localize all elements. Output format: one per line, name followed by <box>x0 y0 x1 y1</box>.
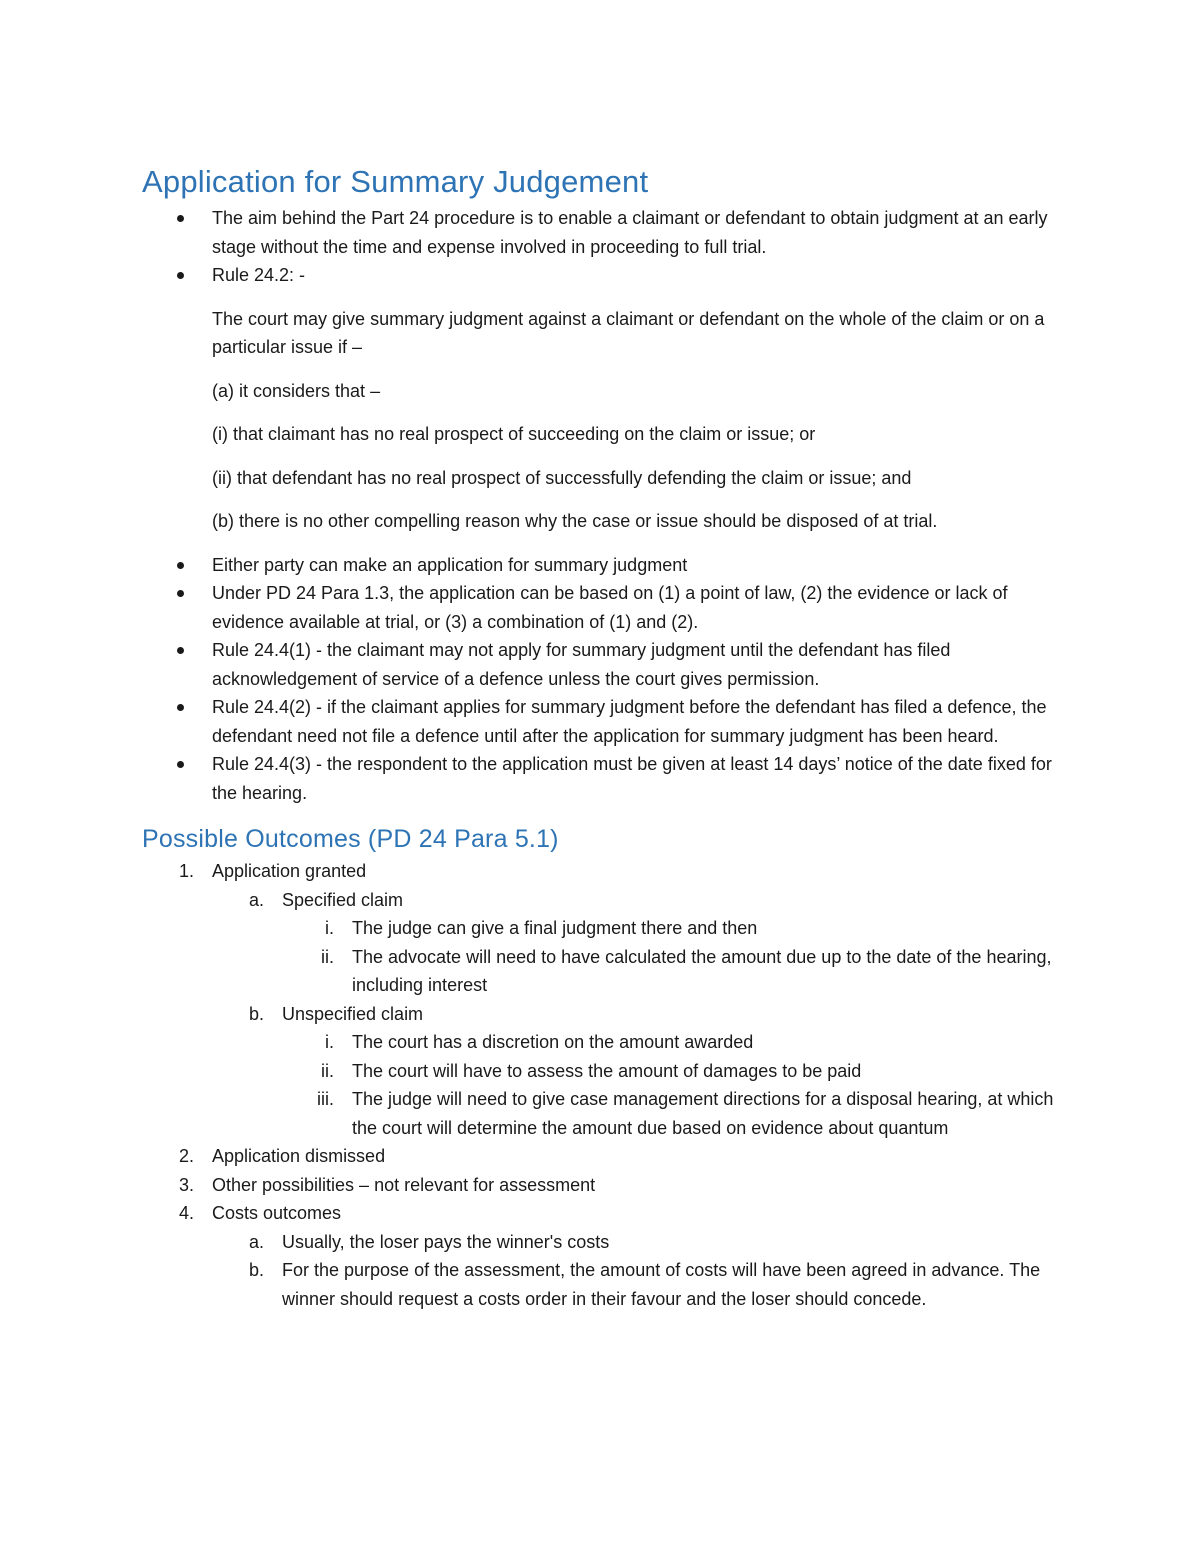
rule-paragraph: (a) it considers that – <box>212 380 381 401</box>
bullet-item <box>142 636 1062 693</box>
section-heading-outcomes: Possible Outcomes (PD 24 Para 5.1) <box>142 825 559 853</box>
document-title: Application for Summary Judgement <box>142 164 649 199</box>
bullet-text: Either party can make an application for summary judgment <box>212 554 688 575</box>
list-roman: iii. <box>317 1089 334 1109</box>
outcome-item <box>142 1199 1062 1313</box>
bullet-icon <box>177 590 184 597</box>
rule-paragraph: The court may give summary judgment against a claimant or defendant on the whole of the claim or on a particular issue if – <box>212 308 1045 357</box>
sub-sub-item-text: The advocate will need to have calculated the amount due up to the date of the hearing, including interest <box>352 946 1052 995</box>
bullet-item <box>142 551 1062 580</box>
outcomes-list <box>142 857 1062 1313</box>
outcome-text: Costs outcomes <box>212 1203 342 1223</box>
bullet-item <box>142 750 1062 807</box>
sub-sub-item-text: The judge will need to give case management directions for a disposal hearing, at which the court will determine the amount due based on evidence about quantum <box>352 1089 1054 1138</box>
sub-sub-list <box>282 914 1062 1000</box>
bullet-icon <box>177 761 184 768</box>
rule-paragraph: (i) that claimant has no real prospect of succeeding on the claim or issue; or <box>212 424 816 444</box>
document-body <box>142 160 1062 1313</box>
sub-sub-list <box>282 1028 1062 1142</box>
sub-item-text: Unspecified claim <box>282 1003 424 1024</box>
sub-item <box>212 886 1062 1000</box>
bullet-item <box>142 204 1062 261</box>
sub-item <box>212 1256 1062 1313</box>
outcome-text: Application dismissed <box>212 1146 386 1166</box>
sub-sub-item <box>282 943 1062 1000</box>
sub-sub-item <box>282 1057 1062 1086</box>
bullet-icon <box>177 272 184 279</box>
list-number: 3. <box>178 1174 194 1195</box>
sub-item-text: For the purpose of the assessment, the amount of costs will have been agreed in advance. The winner should request a costs order in their favour and the loser should concede. <box>282 1260 1041 1309</box>
bullet-text: Rule 24.4(2) - if the claimant applies for summary judgment before the defendant has filed a defence, the defendant need not file a defence until after the application for summary judgment has been heard. <box>212 697 1047 746</box>
rule-paragraph: (b) there is no other compelling reason why the case or issue should be disposed of at trial. <box>212 511 938 531</box>
list-letter: b. <box>248 1260 264 1280</box>
bullet-text: Rule 24.4(3) - the respondent to the application must be given at least 14 days’ notice of the date fixed for the hearing. <box>212 754 1052 803</box>
bullet-item <box>142 693 1062 750</box>
sub-sub-item-text: The court will have to assess the amount of damages to be paid <box>352 1060 862 1081</box>
outcome-item <box>142 1142 1062 1171</box>
bullet-item <box>142 261 1062 290</box>
sub-list <box>212 1228 1062 1314</box>
sub-sub-item <box>282 1085 1062 1142</box>
list-letter: b. <box>248 1003 264 1024</box>
sub-item <box>212 1228 1062 1257</box>
list-roman: i. <box>325 1032 334 1052</box>
bullet-text: Rule 24.2: - <box>212 265 306 285</box>
list-roman: i. <box>325 918 334 938</box>
sub-list <box>212 886 1062 1143</box>
list-letter: a. <box>248 1231 264 1252</box>
outcome-item <box>142 1171 1062 1200</box>
sub-sub-item-text: The court has a discretion on the amount awarded <box>352 1032 754 1052</box>
bullet-list-rules <box>142 551 1062 808</box>
list-number: 2. <box>178 1146 194 1166</box>
list-letter: a. <box>248 889 264 910</box>
list-number: 1. <box>178 861 194 881</box>
list-roman: ii. <box>321 946 334 967</box>
bullet-text: The aim behind the Part 24 procedure is to enable a claimant or defendant to obtain judgment at an early stage without the time and expense involved in proceeding to full trial. <box>212 208 1048 257</box>
bullet-text: Under PD 24 Para 1.3, the application can be based on (1) a point of law, (2) the evidence or lack of evidence available at trial, or (3) a combination of (1) and (2). <box>212 583 1008 632</box>
sub-item-text: Specified claim <box>282 889 404 910</box>
outcome-text: Other possibilities – not relevant for assessment <box>212 1174 596 1195</box>
bullet-icon <box>177 562 184 569</box>
list-number: 4. <box>178 1203 194 1223</box>
outcome-item <box>142 857 1062 1142</box>
rule-24-2-quote <box>142 305 1062 536</box>
bullet-icon <box>177 215 184 222</box>
rule-paragraph: (ii) that defendant has no real prospect of successfully defending the claim or issue; and <box>212 467 912 488</box>
sub-sub-item <box>282 1028 1062 1057</box>
sub-sub-item <box>282 914 1062 943</box>
bullet-icon <box>177 704 184 711</box>
sub-item <box>212 1000 1062 1143</box>
sub-sub-item-text: The judge can give a final judgment there and then <box>352 918 758 938</box>
bullet-list-intro <box>142 204 1062 290</box>
bullet-icon <box>177 647 184 654</box>
bullet-text: Rule 24.4(1) - the claimant may not apply for summary judgment until the defendant has filed acknowledgement of service of a defence unless the court gives permission. <box>212 640 951 689</box>
list-roman: ii. <box>321 1060 334 1081</box>
sub-item-text: Usually, the loser pays the winner's costs <box>282 1231 610 1252</box>
bullet-item <box>142 579 1062 636</box>
outcome-text: Application granted <box>212 861 367 881</box>
